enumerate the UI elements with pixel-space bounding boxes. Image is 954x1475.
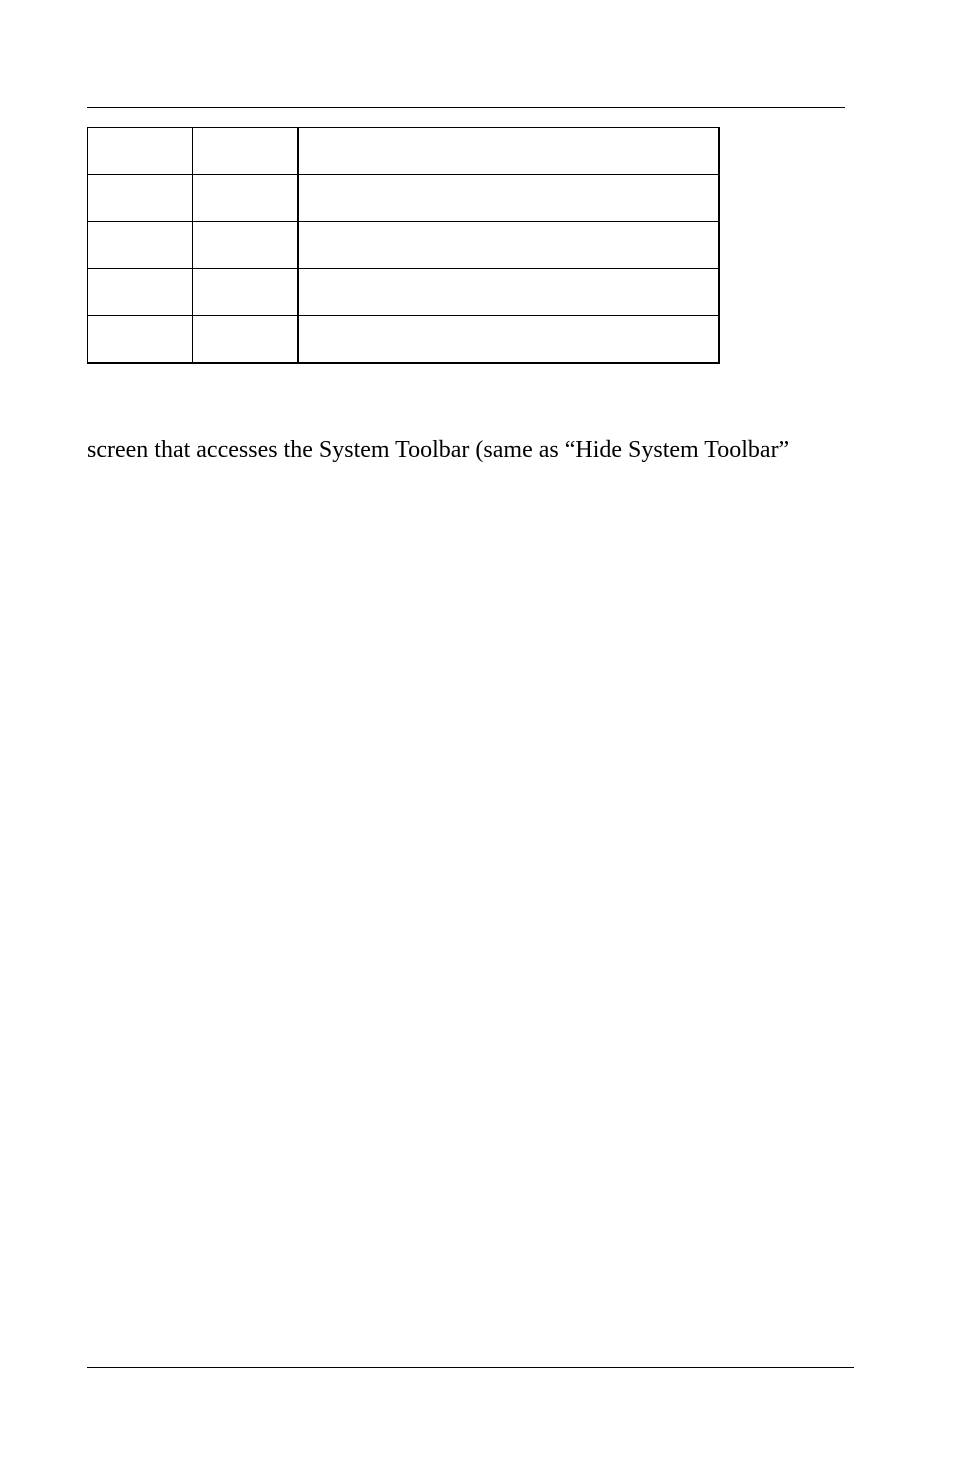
- table-cell: [193, 316, 299, 364]
- table-row: [88, 222, 720, 269]
- table-cell: [193, 222, 299, 269]
- body-paragraph-line: screen that accesses the System Toolbar (same as “Hide System Toolbar”: [87, 437, 790, 463]
- table-cell: [88, 175, 193, 222]
- table-cell: [298, 175, 719, 222]
- table-cell: [298, 316, 719, 364]
- empty-grid-table: [87, 127, 720, 364]
- table-cell: [193, 128, 299, 175]
- table-cell: [88, 316, 193, 364]
- table-row: [88, 316, 720, 364]
- table-cell: [298, 269, 719, 316]
- table-cell: [193, 269, 299, 316]
- table-cell: [193, 175, 299, 222]
- table-cell: [88, 269, 193, 316]
- table-row: [88, 269, 720, 316]
- table-cell: [88, 128, 193, 175]
- header-rule: [87, 107, 845, 108]
- table-cell: [298, 128, 719, 175]
- table-cell: [298, 222, 719, 269]
- footer-rule: [87, 1367, 854, 1368]
- table-cell: [88, 222, 193, 269]
- table-row: [88, 128, 720, 175]
- table-row: [88, 175, 720, 222]
